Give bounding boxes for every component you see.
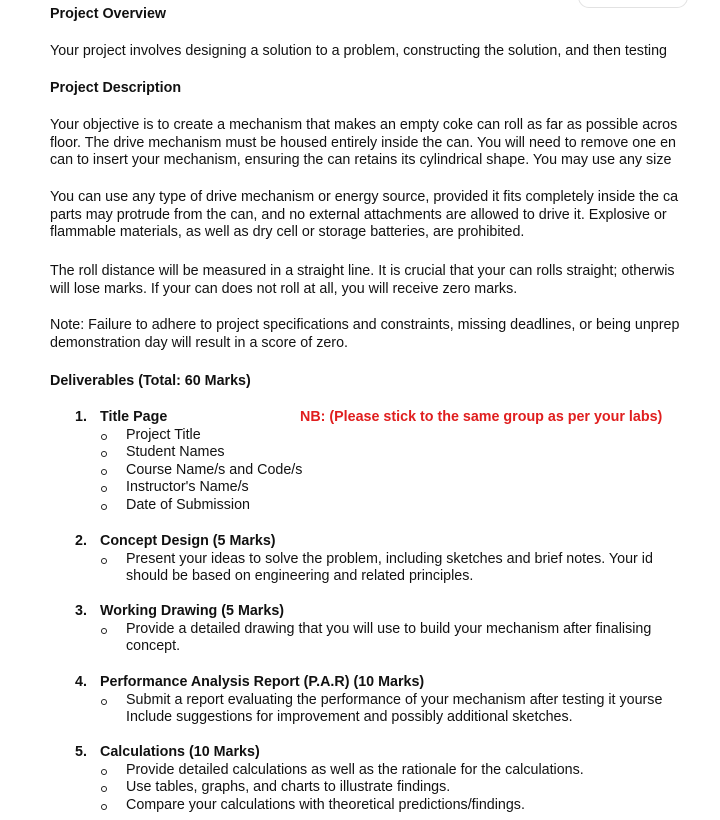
item-number: 5. [75,744,87,760]
overview-heading: Project Overview [50,6,167,22]
overview-text: Your project involves designing a solution to a problem, constructing the solution, and then testing [50,43,668,59]
hollow-bullet-icon [101,504,107,510]
hollow-bullet-icon [101,628,107,634]
list-item: Submit a report evaluating the performance of your mechanism after testing it yourse Include suggestions for improvement and possibly additional sketches. [100,692,662,727]
list-item: Provide detailed calculations as well as the rationale for the calculations. [100,762,584,780]
list-item: Provide a detailed drawing that you will use to build your mechanism after finalising concept. [100,621,651,656]
item-title: Performance Analysis Report (P.A.R) (10 Marks) [100,674,425,690]
list-item: Instructor's Name/s [100,479,302,497]
item-number: 3. [75,603,87,619]
item-title: Working Drawing (5 Marks) [100,603,285,619]
group-note: NB: (Please stick to the same group as per your labs) [300,409,663,425]
top-tab-edge [578,0,688,8]
item-bullets [75,621,651,656]
item-title: Calculations (10 Marks) [100,744,260,760]
item-bullets [75,427,302,515]
hollow-bullet-icon [101,769,107,775]
description-heading: Project Description [50,80,182,96]
list-item: Project Title [100,427,302,445]
deliverable-item-2 [75,533,653,586]
deliverable-item-3 [75,603,651,656]
hollow-bullet-icon [101,558,107,564]
hollow-bullet-icon [101,469,107,475]
item-title: Title Page [100,409,168,425]
list-item: Compare your calculations with theoretical predictions/findings. [100,797,584,815]
description-paragraph-3: The roll distance will be measured in a straight line. It is crucial that your can rolls straight; otherwis will lose marks. If your can does not roll at all, you will receive zero marks. [50,263,675,297]
hollow-bullet-icon [101,486,107,492]
item-number: 4. [75,674,87,690]
description-paragraph-2: You can use any type of drive mechanism or energy source, provided it fits completely inside the ca parts may protrude from the can, and no external attachments are allowed to drive it. Explosive or flammable materials, as well as dry cell or storage batteries, are prohibited. [50,189,679,240]
hollow-bullet-icon [101,699,107,705]
deliverable-item-5 [75,744,584,814]
hollow-bullet-icon [101,804,107,810]
list-item: Date of Submission [100,497,302,515]
description-paragraph-4: Note: Failure to adhere to project specifications and constraints, missing deadlines, or being unprep demonstration day will result in a score of zero. [50,317,680,351]
item-title: Concept Design (5 Marks) [100,533,276,549]
hollow-bullet-icon [101,786,107,792]
list-item: Student Names [100,444,302,462]
list-item: Course Name/s and Code/s [100,462,302,480]
list-item: Use tables, graphs, and charts to illustrate findings. [100,779,584,797]
deliverable-item-1 [75,409,663,514]
hollow-bullet-icon [101,434,107,440]
deliverable-item-4 [75,674,662,727]
item-number: 1. [75,409,87,425]
item-bullets [75,692,662,727]
item-bullets [75,762,584,815]
deliverables-heading: Deliverables (Total: 60 Marks) [50,373,251,389]
description-paragraph-1: Your objective is to create a mechanism that makes an empty coke can roll as far as possible acros floor. The drive mechanism must be housed entirely inside the can. You will need to remove one en can to insert your mechanism, ensuring the can retains its cylindrical shape. You may use any size [50,117,678,168]
list-item: Present your ideas to solve the problem, including sketches and brief notes. Your id should be based on engineering and related principles. [100,551,653,586]
item-number: 2. [75,533,87,549]
item-bullets [75,551,653,586]
hollow-bullet-icon [101,451,107,457]
